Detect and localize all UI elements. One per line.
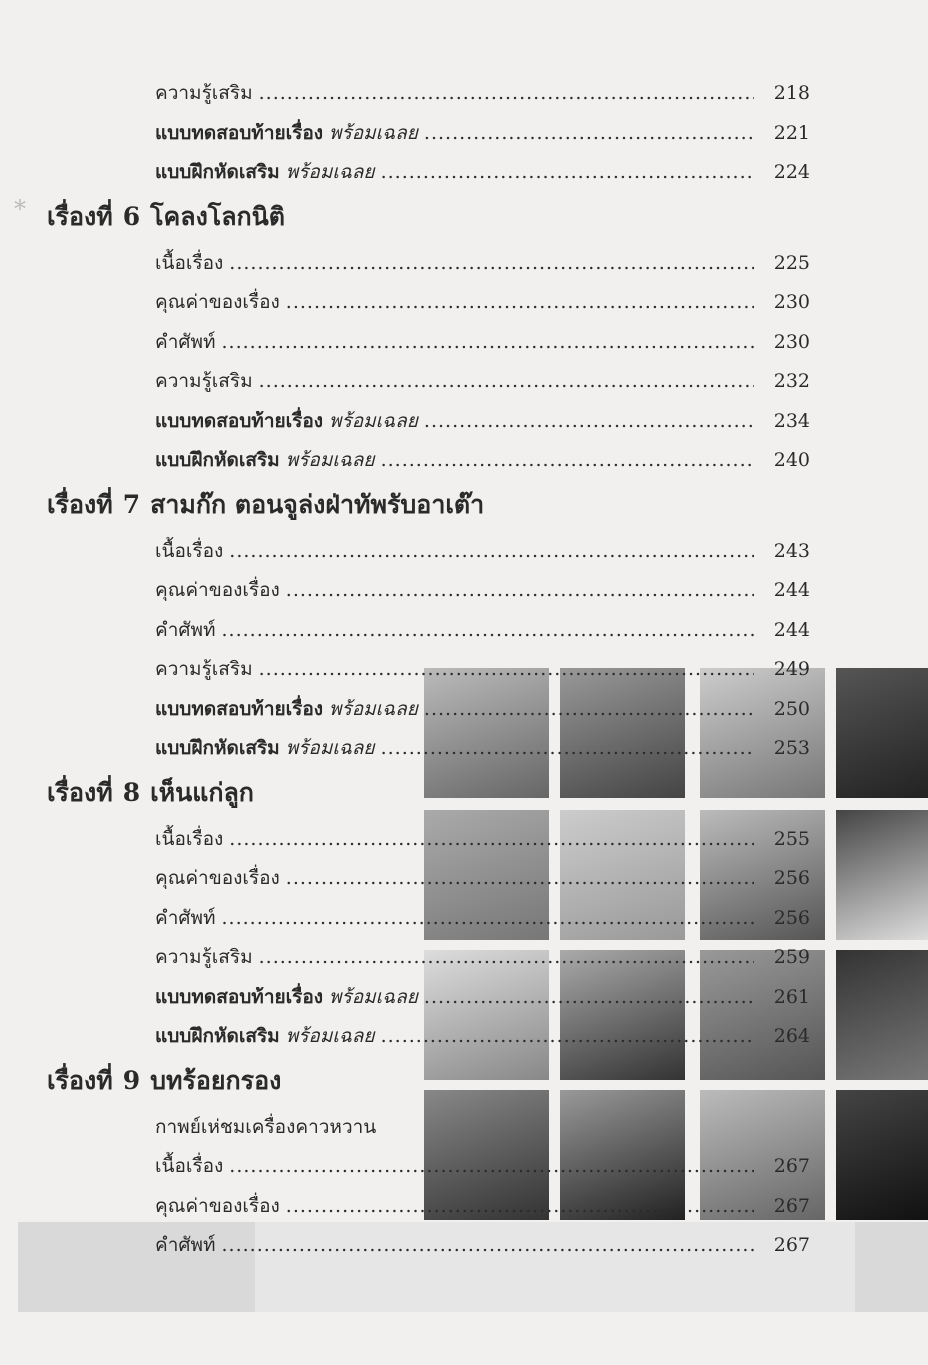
entry-label: แบบทดสอบท้ายเรื่อง: [155, 409, 324, 432]
dot-leader: [259, 946, 754, 968]
dot-leader: [286, 291, 754, 313]
chapter-heading: [0, 485, 928, 525]
dot-leader: [286, 1195, 754, 1217]
chapter-number: 8: [122, 777, 141, 807]
dot-leader: [381, 161, 754, 183]
chapter-heading: [0, 773, 928, 813]
chapter-number: 6: [122, 201, 141, 231]
toc-entry: [0, 78, 810, 118]
page-number: 232: [773, 370, 810, 392]
entry-suffix: พร้อมเฉลย: [329, 121, 418, 144]
chapter-title: เห็นแก่ลูก: [150, 777, 254, 807]
entry-suffix: พร้อมเฉลย: [329, 985, 418, 1008]
toc-entry: [0, 863, 810, 903]
toc-entry: [0, 157, 810, 197]
page-number: 240: [773, 449, 810, 471]
page-number: 230: [773, 330, 810, 353]
page-number: 218: [773, 82, 810, 104]
dot-leader: [424, 986, 754, 1008]
dot-leader: [286, 867, 754, 889]
chapter-prefix: เรื่องที่: [47, 1065, 113, 1095]
chapter-heading: [0, 1061, 928, 1101]
dot-leader: [259, 658, 754, 680]
entry-label: แบบทดสอบท้ายเรื่อง: [155, 985, 324, 1008]
toc-entry: [0, 1151, 810, 1191]
entry-label: เนื้อเรื่อง: [155, 251, 224, 274]
page-number: 255: [773, 827, 810, 850]
page-number: 224: [773, 161, 810, 183]
entry-label: ความรู้เสริม: [155, 370, 253, 392]
entry-label: แบบทดสอบท้ายเรื่อง: [155, 697, 324, 720]
toc-entry: [0, 118, 810, 158]
page-number: 225: [773, 251, 810, 274]
dot-leader: [222, 331, 755, 353]
entry-label: ความรู้เสริม: [155, 658, 253, 680]
toc-entry: [0, 366, 810, 406]
toc-entry: [0, 942, 810, 982]
sub-heading: [0, 1112, 928, 1152]
entry-suffix: พร้อมเฉลย: [329, 409, 418, 432]
entry-suffix: พร้อมเฉลย: [285, 449, 375, 471]
chapter-title: บทร้อยกรอง: [150, 1065, 282, 1095]
table-of-contents: [0, 78, 928, 1270]
entry-label: แบบฝึกหัดเสริม: [155, 161, 280, 183]
toc-entry: [0, 536, 810, 576]
page-number: 244: [773, 579, 810, 601]
dot-leader: [381, 1025, 754, 1047]
toc-entry: [0, 248, 810, 288]
entry-label: คำศัพท์: [155, 618, 216, 641]
toc-entry: [0, 1230, 810, 1270]
entry-label: เนื้อเรื่อง: [155, 539, 224, 562]
page-number: 243: [773, 539, 810, 562]
page-number: 264: [773, 1025, 810, 1047]
entry-label: คำศัพท์: [155, 906, 216, 929]
entry-label: คำศัพท์: [155, 1234, 216, 1256]
chapter-prefix: เรื่องที่: [47, 201, 113, 231]
dot-leader: [229, 252, 754, 274]
entry-label: แบบทดสอบท้ายเรื่อง: [155, 121, 324, 144]
dot-leader: [381, 737, 754, 759]
page-number: 244: [773, 618, 810, 641]
dot-leader: [286, 579, 754, 601]
dot-leader: [229, 540, 754, 562]
entry-suffix: พร้อมเฉลย: [329, 697, 418, 720]
page-number: 267: [773, 1194, 810, 1217]
toc-entry: [0, 406, 810, 446]
chapter-number: 9: [122, 1065, 141, 1095]
entry-label: คุณค่าของเรื่อง: [155, 291, 280, 313]
chapter-heading: [0, 194, 928, 237]
page-number: 250: [773, 697, 810, 720]
chapter-prefix: เรื่องที่: [47, 777, 113, 807]
dot-leader: [229, 828, 754, 850]
dot-leader: [424, 698, 754, 720]
toc-entry: [0, 903, 810, 943]
toc-entry: [0, 445, 810, 485]
toc-entry: [0, 287, 810, 327]
sub-heading-label: กาพย์เห่ชมเครื่องคาวหวาน: [155, 1115, 377, 1138]
entry-label: แบบฝึกหัดเสริม: [155, 449, 280, 471]
entry-suffix: พร้อมเฉลย: [285, 737, 375, 759]
toc-entry: [0, 1191, 810, 1231]
entry-label: คุณค่าของเรื่อง: [155, 579, 280, 601]
page-number: 253: [773, 737, 810, 759]
entry-label: เนื้อเรื่อง: [155, 827, 224, 850]
page-number: 267: [773, 1155, 810, 1177]
entry-suffix: พร้อมเฉลย: [285, 161, 375, 183]
page-number: 256: [773, 906, 810, 929]
asterisk-mark: *: [14, 194, 26, 223]
page-number: 221: [773, 121, 810, 144]
dot-leader: [381, 449, 754, 471]
dot-leader: [229, 1155, 754, 1177]
dot-leader: [222, 1234, 755, 1256]
page-number: 256: [773, 867, 810, 889]
entry-label: แบบฝึกหัดเสริม: [155, 737, 280, 759]
dot-leader: [424, 410, 754, 432]
page-number: 261: [773, 985, 810, 1008]
toc-entry: [0, 694, 810, 734]
entry-label: ความรู้เสริม: [155, 82, 253, 104]
toc-entry: [0, 824, 810, 864]
toc-entry: [0, 1021, 810, 1061]
chapter-prefix: เรื่องที่: [47, 489, 113, 519]
page-number: 249: [773, 658, 810, 680]
entry-label: คำศัพท์: [155, 330, 216, 353]
toc-entry: [0, 982, 810, 1022]
page-number: 259: [773, 946, 810, 968]
toc-entry: [0, 733, 810, 773]
dot-leader: [424, 122, 754, 144]
toc-entry: [0, 327, 810, 367]
entry-label: คุณค่าของเรื่อง: [155, 1194, 280, 1217]
toc-entry: [0, 575, 810, 615]
page-number: 230: [773, 291, 810, 313]
entry-label: แบบฝึกหัดเสริม: [155, 1025, 280, 1047]
chapter-title: สามก๊ก ตอนจูล่งฝ่าทัพรับอาเต๊า: [150, 489, 485, 519]
entry-label: คุณค่าของเรื่อง: [155, 867, 280, 889]
dot-leader: [222, 619, 755, 641]
entry-label: ความรู้เสริม: [155, 946, 253, 968]
chapter-title: โคลงโลกนิติ: [150, 201, 285, 231]
toc-entry: [0, 654, 810, 694]
page-number: 267: [773, 1234, 810, 1256]
dot-leader: [259, 82, 754, 104]
toc-entry: [0, 615, 810, 655]
page-number: 234: [773, 409, 810, 432]
dot-leader: [259, 370, 754, 392]
chapter-number: 7: [122, 489, 141, 519]
entry-label: เนื้อเรื่อง: [155, 1155, 224, 1177]
dot-leader: [222, 907, 755, 929]
entry-suffix: พร้อมเฉลย: [285, 1025, 375, 1047]
